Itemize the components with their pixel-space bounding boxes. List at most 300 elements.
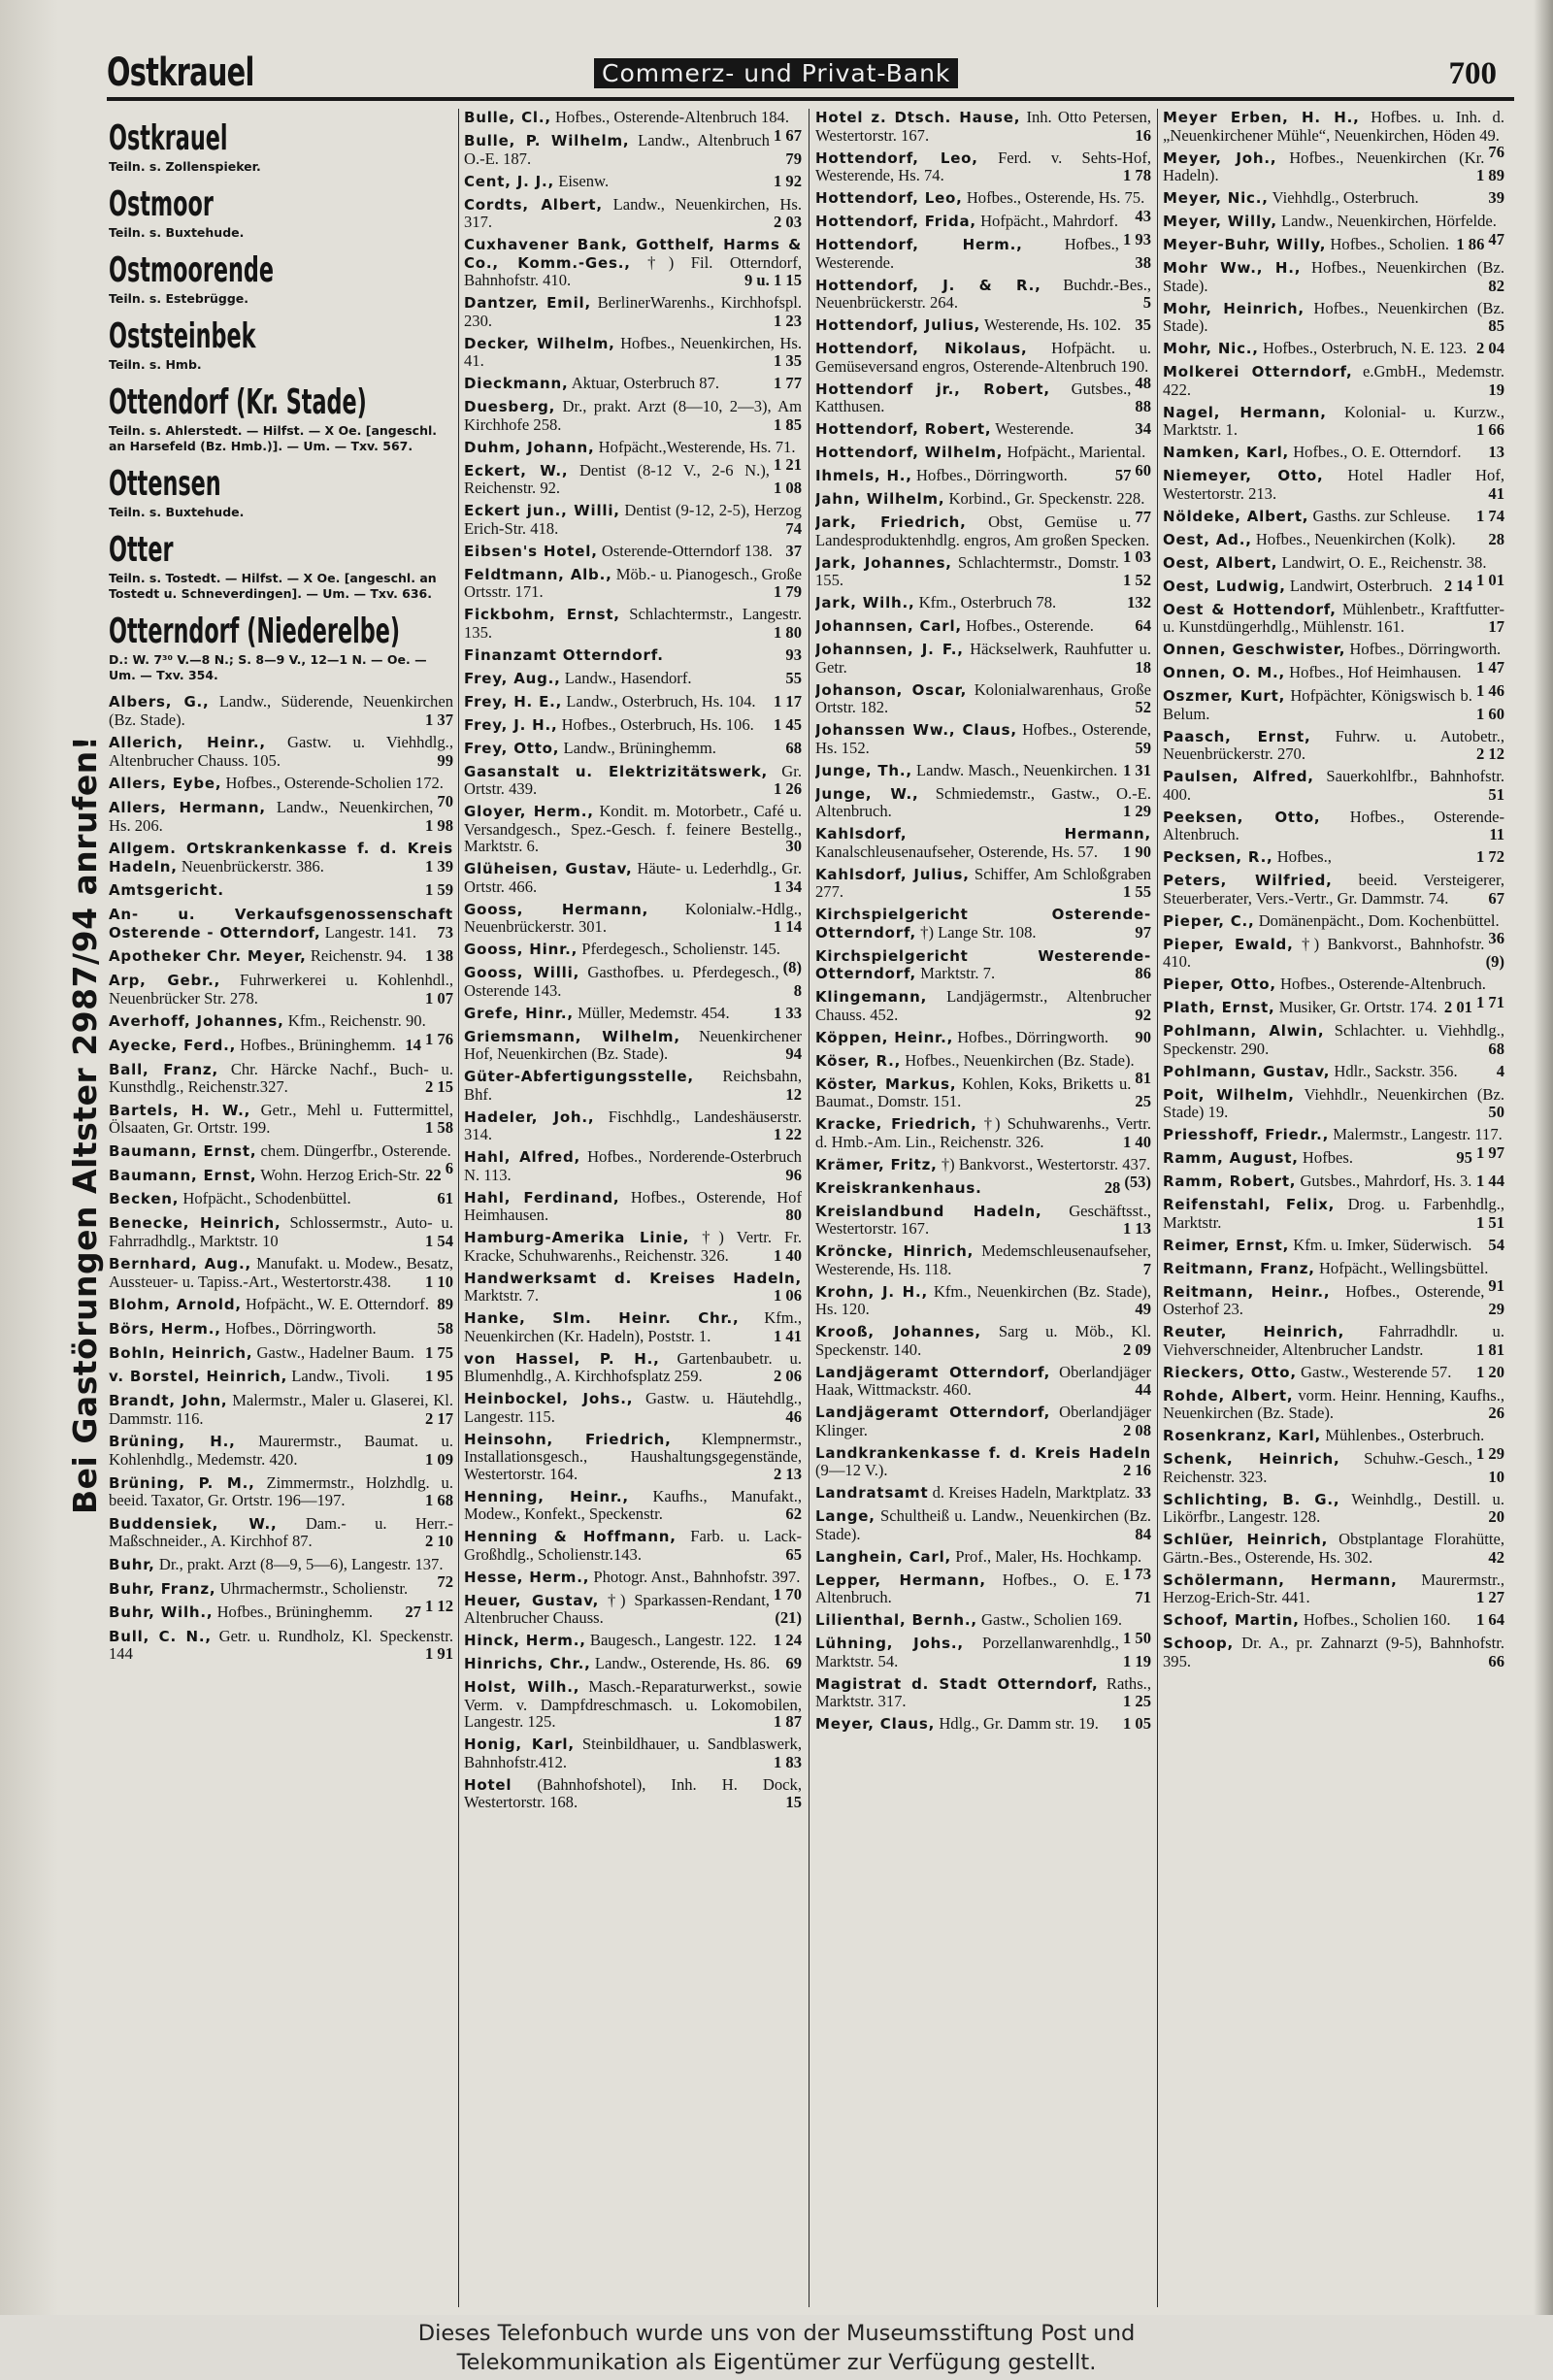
column-divider (809, 109, 810, 2307)
directory-entry (1163, 1450, 1504, 1485)
phone-number: 17 (1488, 617, 1504, 636)
directory-entry (815, 617, 1151, 636)
subscriber-details: Hofbes., O. E. Altenbruch. (815, 1570, 1119, 1606)
phone-number: 15 (785, 1793, 802, 1811)
phone-number: 1 39 (424, 856, 453, 876)
subscriber-details: Hofbes., Neuenkirchen (Bz. Stade). (1163, 298, 1504, 335)
subscriber-details: Hofpächt., W. E. Otterndorf. (246, 1295, 429, 1314)
directory-entry (464, 1592, 802, 1627)
phone-number: 1 68 (424, 1491, 453, 1509)
directory-entry (109, 1061, 453, 1096)
phone-number: 1 93 (1122, 229, 1151, 248)
phone-number: 2 09 (1122, 1339, 1151, 1359)
phone-number: 49 (1135, 1300, 1151, 1318)
subscriber-name: Rohde, Albert, (1163, 1386, 1294, 1405)
subscriber-details: Hofbes., Osterende-Altenbruch. (1163, 807, 1504, 843)
directory-entry (815, 236, 1151, 271)
directory-entry (464, 1678, 802, 1731)
subscriber-details: Medemschleusenaufseher, Westerende, Hs. 118. (815, 1241, 1151, 1278)
subscriber-details: Steinbildhauer, u. Sandblaswerk, Bahnhofstr.412. (464, 1735, 802, 1771)
subscriber-name: Oest, Ad., (1163, 530, 1252, 548)
directory-entry (1163, 1364, 1504, 1382)
phone-number: 26 (1488, 1404, 1504, 1422)
subscriber-details: Hofbes. (1302, 1148, 1353, 1167)
phone-number: 2 12 (1475, 744, 1504, 763)
directory-entry (109, 1102, 453, 1137)
entry-list (109, 693, 453, 1663)
subscriber-details: Hofbes., Neuenkirchen (Bz. Stade). (905, 1050, 1135, 1070)
subscriber-details: Hofbes., Osterende. (966, 616, 1094, 635)
subscriber-name: Hottendorf, Leo, (815, 189, 963, 207)
subscriber-name: Hottendorf, Wilhelm, (815, 444, 1004, 461)
subscriber-name: Bull, C. N., (109, 1627, 212, 1645)
subscriber-details: Pferdegesch., Scholienstr. 145. (581, 940, 780, 958)
directory-entry (464, 335, 802, 370)
phone-number: 9 u. 1 15 (743, 271, 802, 289)
subscriber-details: Hdlg., Gr. Damm str. 19. (939, 1714, 1099, 1733)
subscriber-name: Cordts, Albert, (464, 195, 603, 214)
phone-number: 28 (1104, 1177, 1121, 1197)
subscriber-details: Mühlenbes., Osterbruch. (1325, 1426, 1485, 1444)
subscriber-details: Hofbes., Neuenkirchen (Kr. Hadeln). (1163, 148, 1485, 184)
directory-entry (1163, 1531, 1504, 1566)
phone-number: 81 (1135, 1069, 1151, 1087)
phone-number: 37 (785, 541, 802, 560)
subscriber-name: Plath, Ernst, (1163, 999, 1275, 1016)
subscriber-details: Schuhw.-Gesch., Reichenstr. 323. (1163, 1449, 1472, 1486)
phone-number: 1 51 (1475, 1212, 1504, 1232)
phone-number: 1 85 (773, 414, 802, 434)
phone-number: 92 (1135, 1005, 1151, 1024)
directory-entry (815, 1444, 1151, 1479)
directory-entry (464, 132, 802, 167)
subscriber-details: Reichsbahn, Bhf. (464, 1067, 802, 1104)
subscriber-name: Oest & Hottendorf, (1163, 600, 1337, 618)
directory-entry (109, 1603, 453, 1622)
phone-number: 1 76 (424, 1029, 453, 1048)
phone-number: (8) (782, 957, 802, 976)
subscriber-name: Brüning, P. M., (109, 1473, 255, 1492)
subscriber-name: Kreislandbund Hadeln, (815, 1202, 1042, 1220)
phone-number: 1 86 (1456, 235, 1485, 253)
directory-entry (109, 1433, 453, 1468)
subscriber-details: Gastw., Scholien 169. (980, 1610, 1123, 1629)
phone-number: 1 83 (773, 1752, 802, 1771)
directory-entry (815, 420, 1151, 439)
phone-number: 1 23 (773, 311, 802, 330)
subscriber-name: Schlichting, B. G., (1163, 1490, 1340, 1508)
phone-number: 1 55 (1122, 882, 1151, 901)
place-note: Teiln. s. Hmb. (109, 357, 202, 372)
directory-entry (815, 641, 1151, 676)
phone-number: 2 16 (1122, 1461, 1151, 1479)
phone-number: 2 08 (1122, 1420, 1151, 1439)
subscriber-name: Allers, Eybe, (109, 775, 222, 793)
directory-entry (109, 1368, 453, 1386)
subscriber-name: Güter-Abfertigungsstelle, (464, 1068, 694, 1085)
subscriber-details: Hofbes., Neuenkirchen (Kolk). (1255, 529, 1456, 548)
subscriber-details: Getr. u. Rundholz, Kl. Speckenstr. 144 (109, 1626, 453, 1664)
phone-number: 60 (1135, 460, 1151, 479)
subscriber-details: (9—12 V.). (815, 1461, 888, 1479)
page-number: 700 (1448, 56, 1497, 91)
subscriber-name: Honig, Karl, (464, 1735, 575, 1753)
subscriber-name: Duhm, Johann, (464, 438, 595, 456)
phone-number: 68 (785, 738, 802, 757)
subscriber-details: Dentist (9-12, 2-5), Herzog Erich-Str. 418. (464, 501, 802, 538)
subscriber-details: Sarg u. Möb., Kl. Speckenstr. 140. (815, 1322, 1151, 1359)
subscriber-details: Gutsbes., Katthusen. (815, 379, 1132, 415)
directory-entry (1163, 809, 1504, 843)
phone-number: 1 59 (424, 880, 453, 900)
subscriber-details: Müller, Medemstr. 454. (578, 1003, 730, 1022)
phone-number: 1 06 (773, 1286, 802, 1305)
directory-entry (815, 721, 1151, 756)
phone-number: 69 (785, 1654, 802, 1672)
directory-entry (1163, 1323, 1504, 1358)
subscriber-name: Hottendorf, Leo, (815, 149, 978, 167)
phone-number: (53) (1124, 1173, 1151, 1191)
column-1 (109, 109, 453, 2307)
phone-number: 1 87 (773, 1712, 802, 1731)
directory-entry (464, 462, 802, 497)
directory-entry (464, 1108, 802, 1143)
phone-number: 1 13 (1122, 1219, 1151, 1238)
phone-number: 52 (1135, 698, 1151, 716)
subscriber-details: vorm. Heinr. Henning, Kaufhs., Neuenkirchen (Bz. Stade). (1163, 1385, 1504, 1422)
directory-entry (1163, 848, 1504, 867)
phone-number: 2 03 (773, 213, 802, 231)
place-note: Teiln. s. Tostedt. — Hilfst. — X Oe. [angeschl. an Tostedt u. Schneverdingen]. — Um. — Txv. 636. (109, 571, 437, 601)
subscriber-name: Hadeler, Joh., (464, 1107, 595, 1126)
directory-entry (1163, 1635, 1504, 1669)
subscriber-details: BerlinerWarenhs., Kirchhofspl. 230. (464, 293, 802, 330)
subscriber-details: Aktuar, Osterbruch 87. (571, 374, 720, 392)
subscriber-name: Duesberg, (464, 398, 556, 415)
phone-number: 62 (785, 1504, 802, 1523)
directory-entry (815, 947, 1151, 983)
subscriber-name: Landjägeramt Otterndorf, (815, 1363, 1051, 1381)
directory-entry (1163, 236, 1504, 254)
phone-number: 77 (1135, 507, 1151, 526)
subscriber-name: Köser, R., (815, 1051, 902, 1070)
phone-number: 1 14 (773, 917, 802, 936)
subscriber-details: Hofbes., Osterbruch, N. E. 123. (1262, 339, 1468, 357)
subscriber-details: Schultheiß u. Landw., Neuenkirchen (Bz. Stade). (815, 1506, 1151, 1543)
subscriber-name: Oszmer, Kurt, (1163, 687, 1286, 705)
subscriber-name: Gooss, Hermann, (464, 900, 649, 918)
subscriber-name: Meyer-Buhr, Willy, (1163, 236, 1327, 253)
subscriber-details: Landw., Neuenkirchen, Hörfelde. (1281, 212, 1497, 230)
phone-number: 1 47 (1475, 657, 1504, 677)
subscriber-details: Westerende, Hs. 102. (984, 315, 1122, 334)
subscriber-name: Poit, Wilhelm, (1163, 1085, 1295, 1104)
subscriber-details: Viehhdlr., Neuenkirchen (Bz. Stade) 19. (1163, 1084, 1504, 1121)
phone-number: 1 78 (1122, 166, 1151, 184)
subscriber-name: Hottendorf, Robert, (815, 420, 992, 438)
phone-number: 20 (1488, 1507, 1504, 1526)
phone-number: 27 (405, 1603, 421, 1622)
phone-number: 2 17 (424, 1408, 453, 1428)
directory-entry (109, 799, 453, 834)
subscriber-name: Johanson, Oscar, (815, 680, 968, 699)
phone-number: 2 14 (1443, 576, 1472, 595)
directory-entry (464, 670, 802, 688)
column-3 (815, 109, 1151, 2307)
subscriber-details: †) Bankvorst., Bahnhofstr. 410. (1163, 934, 1485, 971)
subscriber-details: Buchdr.-Bes., Neuenbrückerstr. 264. (815, 275, 1151, 312)
directory-entry (815, 1675, 1151, 1710)
directory-entry (464, 1005, 802, 1023)
subscriber-name: Köster, Markus, (815, 1074, 957, 1093)
directory-entry (815, 1179, 1151, 1198)
subscriber-details: Landw., Hasendorf. (564, 668, 692, 687)
column-divider (458, 109, 459, 2307)
phone-number: 34 (1135, 419, 1151, 438)
advertisement-banner: Commerz- und Privat-Bank (594, 58, 958, 88)
subscriber-details: Hofbes., Norderende-Osterbruch N. 113. (464, 1147, 802, 1184)
place-note: Teiln. s. Buxtehude. (109, 225, 245, 240)
phone-number: 14 (405, 1035, 421, 1054)
subscriber-details: Hofbes., O. E. Otterndorf. (1293, 443, 1462, 461)
subscriber-details: Gastw. u. Viehhdlg., Altenbrucher Chauss. 105. (109, 733, 453, 770)
subscriber-name: Mohr, Heinrich, (1163, 299, 1305, 317)
subscriber-name: Hottendorf, J. & R., (815, 276, 1041, 294)
phone-number: 4 (1496, 1061, 1504, 1080)
directory-entry (1163, 1491, 1504, 1526)
phone-number: 2 01 (1443, 998, 1472, 1016)
subscriber-details: Landw., Süderende, Neuenkirchen (Bz. Stade). (109, 692, 453, 729)
subscriber-details: Hofpächt. u. Gemüseversand engros, Osterende-Altenbruch 190. (815, 339, 1151, 376)
subscriber-details: Hofpächt., Mahrdorf. (980, 212, 1118, 230)
subscriber-details: Landwirt, Osterbruch. (1289, 576, 1433, 595)
directory-entry (109, 693, 453, 728)
subscriber-details: Schlachter. u. Viehhdlg., Speckenstr. 290. (1163, 1021, 1504, 1058)
phone-number: 1 81 (1475, 1339, 1504, 1359)
phone-number: 1 22 (773, 1125, 802, 1143)
directory-entry (1163, 1611, 1504, 1630)
phone-number: 1 40 (1122, 1132, 1151, 1151)
subscriber-details: Viehhdlg., Osterbruch. (1272, 188, 1419, 207)
subscriber-name: Schölermann, Hermann, (1163, 1570, 1398, 1589)
subscriber-name: Junge, W., (815, 784, 919, 803)
directory-entry (109, 1167, 453, 1185)
phone-number: 1 38 (424, 946, 453, 966)
phone-number: 1 74 (1475, 506, 1504, 525)
subscriber-name: Onnen, O. M., (1163, 664, 1285, 681)
directory-entry (464, 964, 802, 999)
subscriber-details: Mühlenbetr., Kraftfutter- u. Kunstdüngerhdlg., Mühlenstr. 161. (1163, 599, 1504, 636)
subscriber-details: Landw., Brüninghemm. (563, 738, 716, 757)
directory-entry (1163, 363, 1504, 398)
directory-entry (464, 606, 802, 641)
phone-number: 1 09 (424, 1449, 453, 1469)
subscriber-name: Frey, H. E., (464, 692, 563, 711)
subscriber-name: Dantzer, Emil, (464, 294, 591, 312)
phone-number: 99 (437, 750, 453, 770)
directory-entry (1163, 189, 1504, 208)
subscriber-details: Sauerkohlfbr., Bahnhofstr. 400. (1163, 767, 1504, 804)
directory-entry (109, 840, 453, 876)
phone-number: 1 66 (1475, 420, 1504, 439)
phone-number: 12 (785, 1084, 802, 1104)
subscriber-name: Brüning, H., (109, 1433, 236, 1451)
directory-entry (815, 1029, 1151, 1047)
subscriber-name: Ramm, Robert, (1163, 1173, 1297, 1190)
subscriber-name: Bohln, Heinrich, (109, 1343, 253, 1362)
subscriber-name: Pieper, C., (1163, 911, 1255, 930)
place-note: D.: W. 7³⁰ V.—8 N.; S. 8—9 V., 12—1 N. — Oe. — Um. — Txv. 354. (109, 652, 427, 682)
subscriber-details: Maurermstr., Herzog-Erich-Str. 441. (1163, 1570, 1504, 1606)
directory-entry (815, 1075, 1151, 1110)
subscriber-name: Krohn, J. H., (815, 1282, 928, 1301)
directory-entry (109, 947, 453, 966)
subscriber-name: Hinck, Herm., (464, 1632, 586, 1649)
subscriber-details: Hofbes., Osterende, Osterhof 23. (1163, 1281, 1485, 1318)
directory-entry (1163, 259, 1504, 294)
subscriber-name: Landratsamt (815, 1484, 929, 1502)
phone-number: 59 (1135, 738, 1151, 757)
phone-number: 97 (1135, 922, 1151, 942)
directory-entry (815, 380, 1151, 415)
subscriber-name: Averhoff, Johannes, (109, 1012, 284, 1031)
subscriber-name: Niemeyer, Otto, (1163, 467, 1324, 484)
directory-entry (464, 502, 802, 537)
directory-entry (109, 906, 453, 942)
place-heading: Ostmoorende (109, 250, 275, 290)
directory-entry (109, 1515, 453, 1550)
subscriber-details: Ferd. v. Sehts-Hof, Westerende, Hs. 74. (815, 148, 1151, 184)
directory-entry (815, 1283, 1151, 1318)
subscriber-details: Landw. Masch., Neuenkirchen. (916, 760, 1118, 779)
directory-entry (464, 1028, 802, 1063)
subscriber-name: Hahl, Alfred, (464, 1148, 581, 1166)
directory-entry (1163, 1387, 1504, 1422)
phone-number: 1 44 (1475, 1172, 1504, 1190)
phone-number: 2 13 (773, 1464, 802, 1483)
directory-entry (815, 1323, 1151, 1358)
directory-entry (109, 1190, 453, 1208)
directory-entry (109, 1474, 453, 1509)
phone-number: 1 45 (773, 714, 802, 734)
phone-number: 1 98 (424, 815, 453, 835)
directory-entry (815, 866, 1151, 901)
directory-entry (1163, 508, 1504, 526)
phone-number: 1 29 (1475, 1443, 1504, 1463)
directory-entry (1163, 872, 1504, 907)
subscriber-details: Oberlandjäger Haak, Wittmackstr. 460. (815, 1362, 1151, 1399)
directory-entry (464, 1528, 802, 1563)
directory-entry (1163, 1237, 1504, 1255)
subscriber-name: Lilienthal, Bernh., (815, 1611, 977, 1629)
subscriber-name: Mohr Ww., H., (1163, 259, 1302, 277)
phone-number: 76 (1488, 143, 1504, 161)
subscriber-name: Kracke, Friedrich, (815, 1115, 977, 1133)
subscriber-details: Dentist (8-12 V., 2-6 N.), Reichenstr. 92. (464, 460, 770, 497)
subscriber-details: Häute- u. Lederhdlg., Gr. Ortstr. 466. (464, 859, 802, 896)
directory-entry (815, 1242, 1151, 1277)
subscriber-name: Onnen, Geschwister, (1163, 641, 1346, 658)
subscriber-details: Schlossermstr., Auto- u. Fahrradhdlg., Marktstr. 10 (109, 1213, 453, 1250)
column-divider (1157, 109, 1158, 2307)
phone-number: 46 (785, 1406, 802, 1426)
directory-entry (815, 785, 1151, 820)
subscriber-name: Albers, G., (109, 693, 210, 711)
subscriber-name: Eibsen's Hotel, (464, 542, 598, 560)
subscriber-name: Frey, Otto, (464, 739, 560, 757)
phone-number: 1 03 (1122, 547, 1151, 566)
subscriber-name: Priesshoff, Friedr., (1163, 1126, 1330, 1143)
subscriber-details: †) Sparkassen-Rendant, Altenbrucher Chauss. (464, 1590, 770, 1627)
directory-entry (464, 1068, 802, 1103)
directory-entry (815, 906, 1151, 942)
phone-number: 1 05 (1122, 1714, 1151, 1733)
subscriber-name: Griemsmann, Wilhelm, (464, 1027, 680, 1045)
phone-number: 1 46 (1475, 680, 1504, 700)
subscriber-name: Jark, Friedrich, (815, 513, 967, 531)
directory-entry (109, 1296, 453, 1314)
directory-entry (1163, 1571, 1504, 1606)
subscriber-name: Ramm, August, (1163, 1149, 1299, 1167)
subscriber-details: Drog. u. Farbenhdlg., Marktstr. (1163, 1195, 1504, 1232)
phone-number: 93 (785, 645, 802, 664)
directory-entry (464, 1350, 802, 1385)
subscriber-name: Magistrat d. Stadt Otterndorf, (815, 1674, 1099, 1693)
directory-entry (464, 860, 802, 895)
place-heading: Ostmoor (109, 184, 214, 224)
subscriber-details: chem. Düngerfbr., Osterende. (260, 1140, 451, 1160)
subscriber-details: d. Kreises Hadeln, Marktplatz. (932, 1483, 1131, 1502)
subscriber-name: Hinrichs, Chr., (464, 1655, 591, 1672)
subscriber-details: Malermstr., Langestr. 117. (1333, 1125, 1503, 1143)
subscriber-details: Hofbes., Dörringworth. (957, 1027, 1109, 1046)
phone-number: 39 (1488, 188, 1504, 207)
phone-number: 1 95 (424, 1367, 453, 1386)
directory-entry (815, 1203, 1151, 1238)
subscriber-name: Krooß, Johannes, (815, 1323, 981, 1340)
phone-number: 54 (1488, 1235, 1504, 1254)
subscriber-name: Meyer, Willy, (1163, 213, 1277, 230)
subscriber-name: Kahlsdorf, Julius, (815, 865, 970, 883)
subscriber-details: Manufakt. u. Modew., Besatz, Aussteuer- u. Tapiss.-Art., Westertorstr.438. (109, 1254, 453, 1291)
phone-number: 66 (1488, 1651, 1504, 1670)
subscriber-details: Möb.- u. Pianogesch., Große Ortsstr. 171. (464, 564, 802, 601)
phone-number: 28 (1488, 529, 1504, 548)
subscriber-name: Hottendorf, Nikolaus, (815, 340, 1028, 357)
phone-number: 68 (1488, 1039, 1504, 1058)
phone-number: 79 (785, 149, 802, 168)
subscriber-name: Heuer, Gustav, (464, 1591, 600, 1609)
subscriber-name: Mohr, Nic., (1163, 340, 1259, 357)
phone-number: 1 33 (773, 1003, 802, 1022)
subscriber-name: Krämer, Fritz, (815, 1155, 938, 1173)
directory-entry (1163, 601, 1504, 636)
subscriber-name: Allers, Hermann, (109, 799, 266, 817)
directory-entry (1163, 728, 1504, 763)
subscriber-name: Molkerei Otterndorf, (1163, 363, 1353, 380)
subscriber-name: Nagel, Hermann, (1163, 403, 1327, 421)
subscriber-details: Hotel Hadler Hof, Westertorstr. 213. (1163, 466, 1504, 503)
subscriber-details: Fuhrw. u. Autobetr., Neuenbrückerstr. 270. (1163, 726, 1504, 763)
subscriber-details: Dr. A., pr. Zahnarzt (9-5), Bahnhofstr. 395. (1163, 1634, 1504, 1670)
phone-number: 61 (437, 1189, 453, 1208)
phone-number: 132 (1127, 593, 1151, 612)
directory-entry (109, 1255, 453, 1290)
directory-entry (815, 1404, 1151, 1438)
phone-number: 10 (1488, 1467, 1504, 1486)
phone-number: 1 73 (1122, 1565, 1151, 1583)
subscriber-name: von Hassel, P. H., (464, 1349, 660, 1368)
